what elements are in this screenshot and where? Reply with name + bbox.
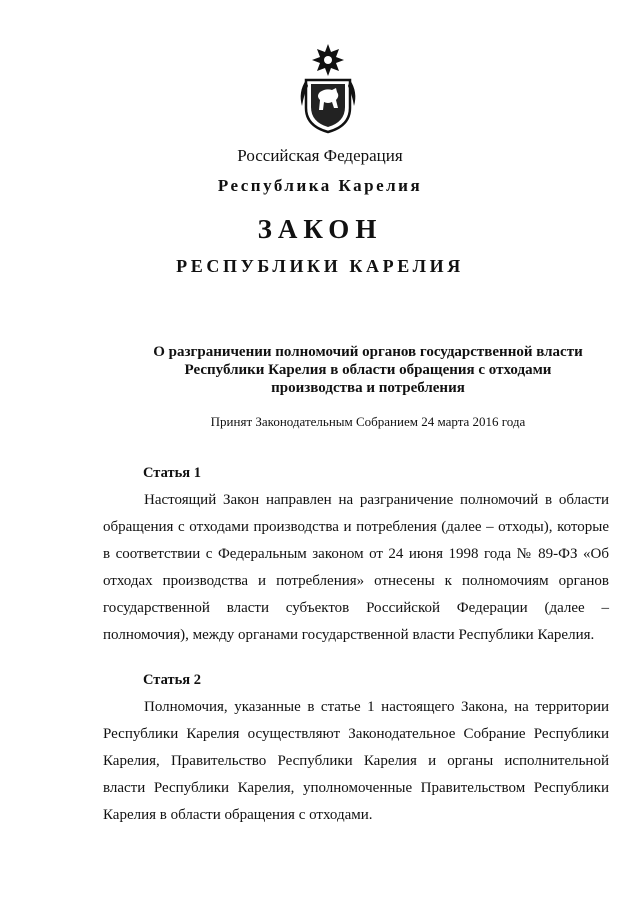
- law-title: О разграничении полномочий органов государственной власти Республики Карелия в области обращения с отходами производства и потребления: [153, 344, 583, 396]
- article-2-text: Полномочия, указанные в статье 1 настоящего Закона, на территории Республики Карелия осуществляют Законодательное Собрание Республики Карелия, Правительство Республики Карелия и органы исполнительной власти Республики Карелия, уполномоченные Правительством Республики Карелия в области обращения с отходами.: [103, 699, 609, 823]
- article-1-heading: Статья 1: [143, 465, 201, 481]
- coat-of-arms-icon: [296, 42, 360, 134]
- document-issuer: РЕСПУБЛИКИ КАРЕЛИЯ: [176, 256, 464, 276]
- article-1-text: Настоящий Закон направлен на разграничение полномочий в области обращения с отходами производства и потребления (далее – отходы), которые в соответствии с Федеральным законом от 24 июня 1998 года № 89-ФЗ «Об отходах производства и потребления» отнесены к полномочиям органов государственной власти субъектов Российской Федерации (далее – полномочия), между органами государственной власти Республики Карелия.: [103, 492, 609, 643]
- article-2-heading: Статья 2: [143, 672, 201, 688]
- country-name: Российская Федерация: [237, 146, 403, 165]
- republic-name: Республика Карелия: [217, 176, 423, 195]
- star-icon: [312, 44, 344, 76]
- document-type: ЗАКОН: [257, 214, 383, 244]
- adoption-note: Принят Законодательным Собранием 24 марта 2016 года: [210, 414, 526, 429]
